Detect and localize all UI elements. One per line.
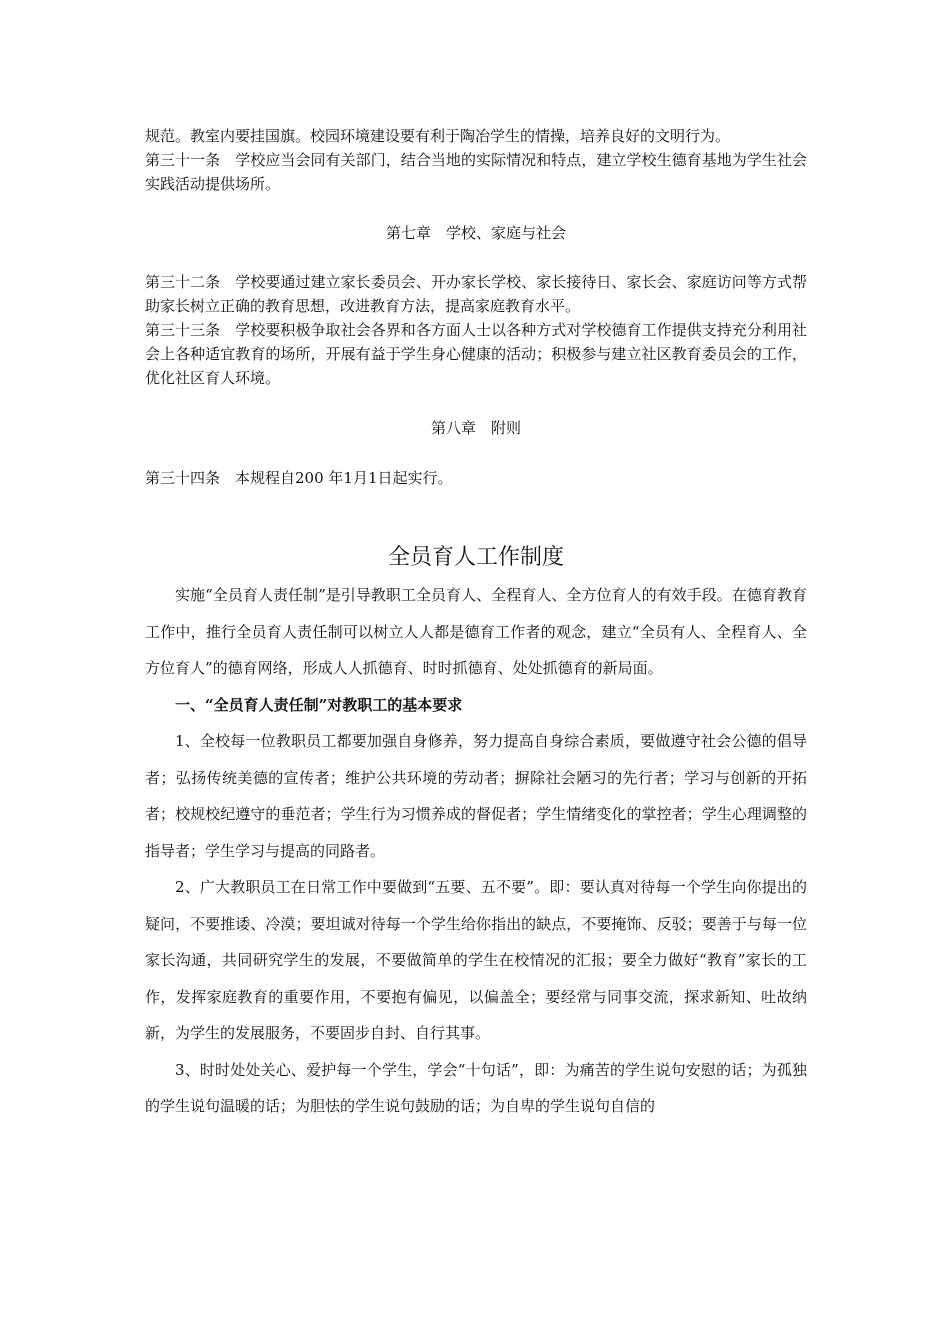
paragraph-continuation: 规范。教室内要挂国旗。校园环境建设要有利于陶冶学生的情操，培养良好的文明行为。 <box>145 127 731 145</box>
document-page <box>145 124 807 1125</box>
article-32: 第三十二条 学校要通过建立家长委员会、开办家长学校、家长接待日、家长会、家庭访问等方式帮助家长树立正确的教育思想，改进教育方法，提高家庭教育水平。 <box>145 273 807 315</box>
article-33: 第三十三条 学校要积极争取社会各界和各方面人士以各种方式对学校德育工作提供支持充分利用社会上各种适宜教育的场所，开展有益于学生身心健康的活动；积极参与建立社区教育委员会的工作，优化社区育人环境。 <box>145 321 807 387</box>
article-34: 第三十四条 本规程自200 年1月1日起实行。 <box>145 469 453 487</box>
document-title: 全员育人工作制度 <box>387 545 564 570</box>
list-item-2: 2、广大教职员工在日常工作中要做到“五要、五不要”。即：要认真对待每一个学生向你提出的疑问，不要推诿、冷漠；要坦诚对待每一个学生给你指出的缺点，不要掩饰、反驳；要善于与每一位家长沟通，共同研究学生的发展，不要做简单的学生在校情况的汇报；要全力做好“教育”家长的工作，发挥家庭教育的重要作用，不要抱有偏见，以偏盖全；要经常与同事交流，探求新知、吐故纳新，为学生的发展服务，不要固步自封、自行其事。 <box>145 878 807 1042</box>
list-item-3: 3、时时处处关心、爱护每一个学生，学会“十句话”，即：为痛苦的学生说句安慰的话；为孤独的学生说句温暖的话；为胆怯的学生说句鼓励的话；为自卑的学生说句自信的 <box>145 1060 807 1115</box>
intro-paragraph: 实施“全员育人责任制”是引导教职工全员育人、全程育人、全方位育人的有效手段。在德育教育工作中，推行全员育人责任制可以树立人人都是德育工作者的观念，建立“全员有人、全程育人、全方位育人”的德育网络，形成人人抓德育、时时抓德育、处处抓德育的新局面。 <box>145 586 807 677</box>
article-31: 第三十一条 学校应当会同有关部门，结合当地的实际情况和特点，建立学校生德育基地为学生社会实践活动提供场所。 <box>145 151 807 193</box>
list-item-1: 1、全校每一位教职员工都要加强自身修养，努力提高自身综合素质，要做遵守社会公德的倡导者；弘扬传统美德的宣传者；维护公共环境的劳动者；摒除社会陋习的先行者；学习与创新的开拓者；校规校纪遵守的垂范者；学生行为习惯养成的督促者；学生情绪变化的掌控者；学生心理调整的指导者；学生学习与提高的同路者。 <box>145 732 807 860</box>
chapter-8-heading: 第八章 附则 <box>430 419 521 437</box>
section-1-heading: 一、“全员育人责任制”对教职工的基本要求 <box>175 695 463 714</box>
chapter-7-heading: 第七章 学校、家庭与社会 <box>385 224 566 242</box>
